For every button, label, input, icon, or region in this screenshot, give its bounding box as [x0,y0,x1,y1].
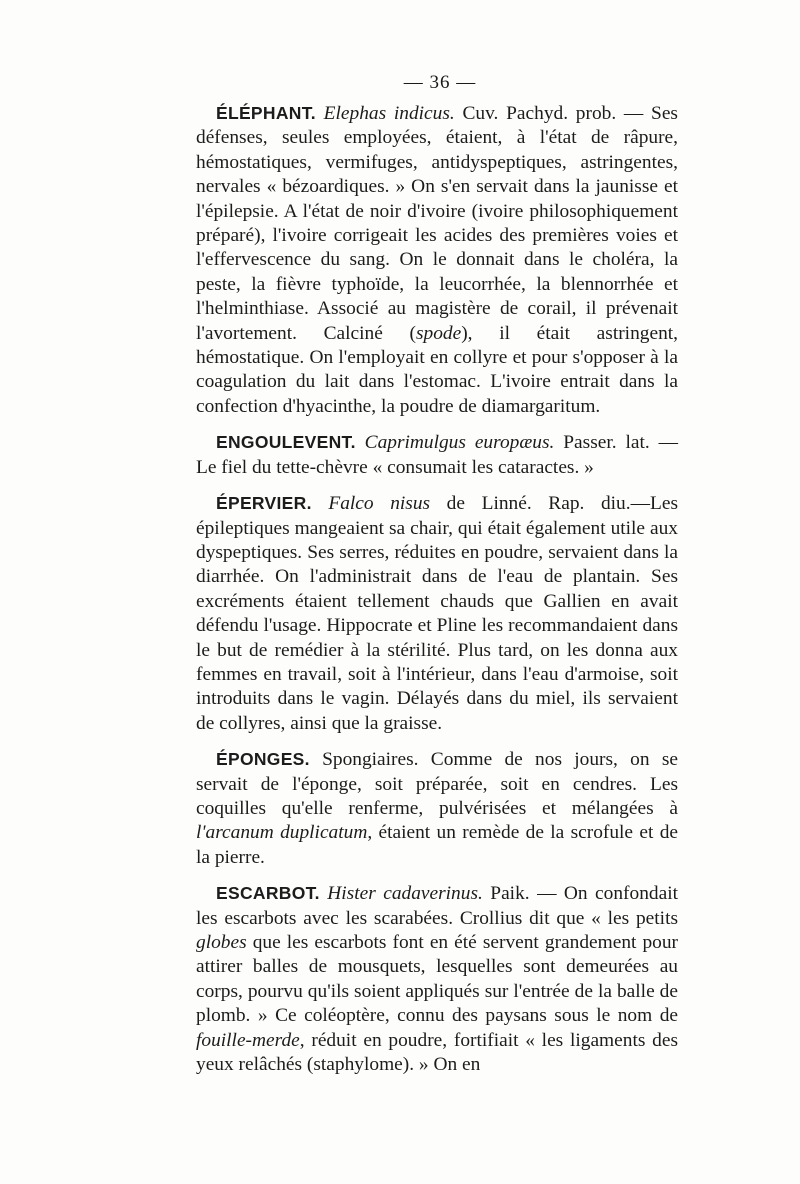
italic-term: spode [415,322,462,344]
entry-headword: ÉPONGES. [216,749,310,770]
entry-epervier [196,491,678,736]
entry-text: Paik. — On confondait les escarbots avec les scarabées. Crollius dit que « les petits [196,883,678,929]
entry-engoulevent [196,430,678,480]
entry-text: Passer. lat. — Le fiel du tette-chèvre « consumait les cataractes. » [196,432,678,478]
entry-headword: ESCARBOT. [216,883,320,904]
entry-headword: ÉLÉPHANT. [216,103,316,123]
entry-headword: ÉPERVIER. [216,493,312,514]
scientific-name: Elephas indicus. [323,103,455,124]
entry-text: , réduit en poudre, fortifiait « les ligaments des yeux relâchés (staphylome). » On en [196,1029,678,1076]
entry-text: , étaient un remède de la scrofule et de la pierre. [196,822,678,868]
entry-text: ), il était astringent, hémostatique. On l'employait en collyre et pour s'opposer à la coagulation du lait dans l'estomac. L'ivoire entrait dans la confection d'hyacinthe, la poudre de diamargaritum. [196,322,678,417]
italic-term: fouille-merde [196,1029,300,1051]
italic-term: globes [196,932,247,953]
scientific-name: Hister cadaverinus. [327,883,483,905]
page-number: — 36 — [403,72,477,93]
entry-text: de Linné. Rap. diu.—Les épileptiques mangeaient sa chair, qui était également utile aux dyspeptiques. Ses serres, réduites en poudre, servaient dans la diarrhée. On l'administrait dans de l'eau de plantain. Ses excréments étaient tellement chauds que Gallien en avait défendu l'usage. Hippocrate et Pline les recommandaient dans le but de remédier à la stérilité. Plus tard, on les donna aux femmes en travail, soit à l'intérieur, dans l'eau d'armoise, soit introduits dans le vagin. Délayés dans du miel, ils servaient de collyres, ainsi que la graisse. [196,493,678,734]
page-body [196,101,678,1088]
scientific-name: Caprimulgus europæus. [364,432,555,454]
entry-headword: ENGOULEVENT. [216,432,356,453]
entry-escarbot [196,881,678,1077]
entry-text: que les escarbots font en été servent grandement pour attirer balles de mousquets, lesquelles sont demeurées au corps, pourvu qu'ils soient appliqués sur l'entrée de la balle de plomb. » Ce coléoptère, connu des paysans sous le nom de [196,932,678,1027]
entry-elephant [196,101,678,419]
scientific-name: Falco nisus [328,493,431,515]
italic-term: l'arcanum duplicatum [196,822,368,844]
entry-text: Spongiaires. Comme de nos jours, on se servait de l'éponge, soit préparée, soit en cendres. Les coquilles qu'elle renferme, pulvérisées et mélangées à [196,749,678,819]
entry-eponges [196,747,678,870]
entry-text: Cuv. Pachyd. prob. — Ses défenses, seules employées, étaient, à l'état de râpure, hémostatiques, vermifuges, antidyspeptiques, astringentes, nervales « bézoardiques. » On s'en servait dans la jaunisse et l'épilepsie. A l'état de noir d'ivoire (ivoire philosophiquement préparé), l'ivoire corrigeait les acides des premières voies et l'effervescence du sang. On le donnait dans le choléra, la peste, la fièvre typhoïde, la leucorrhée, la blennorrhée et l'helminthiase. Associé au magistère de corail, il prévenait l'avortement. Calciné ( [196,103,678,344]
